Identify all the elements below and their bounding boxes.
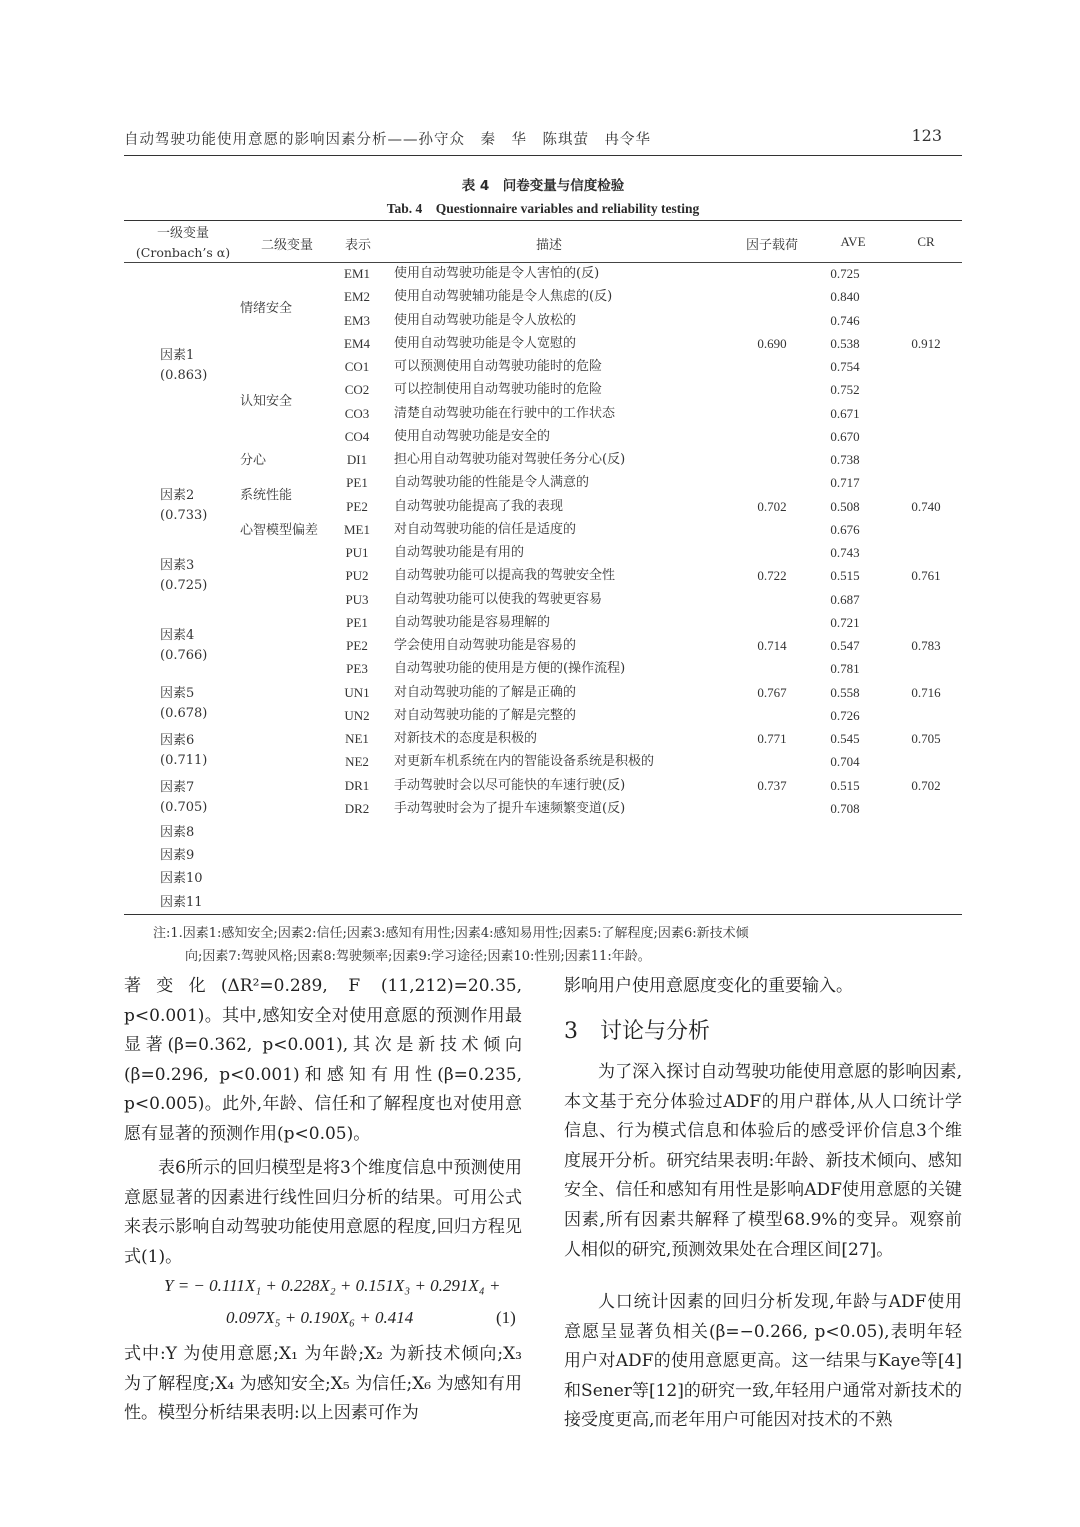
- row-description: 手动驾驶时会以尽可能快的车速行驶(反): [394, 777, 626, 793]
- header-loading: 因子载荷: [745, 238, 798, 253]
- row-factor-loading: 0.690: [757, 335, 787, 351]
- row-description: 手动驾驶时会为了提升车速频繁变道(反): [394, 800, 626, 816]
- row-cr: 0.740: [911, 498, 941, 514]
- row-code: PE2: [346, 498, 368, 514]
- factor-name: 因素5: [160, 686, 195, 701]
- subvar-emotional-safety: 情绪安全: [240, 301, 293, 316]
- row-ave: 0.721: [830, 614, 860, 630]
- row-code: PE3: [346, 661, 368, 677]
- row-ave: 0.752: [830, 382, 860, 398]
- row-ave: 0.515: [830, 568, 860, 584]
- factor-3: [124, 556, 244, 596]
- row-description: 对自动驾驶功能的了解是完整的: [394, 707, 577, 723]
- factor-name: 因素4: [160, 628, 195, 643]
- row-code: PE1: [346, 475, 368, 491]
- row-ave: 0.704: [830, 754, 860, 770]
- row-code: CO4: [344, 428, 370, 444]
- factor-name: 因素2: [160, 488, 195, 503]
- header-level1-text: 一级变量: [156, 226, 209, 241]
- row-cr: 0.705: [911, 731, 941, 746]
- row-ave: 0.840: [830, 289, 860, 305]
- factor-1: [124, 346, 244, 386]
- factor-6: [124, 731, 244, 771]
- row-cr: 0.761: [911, 568, 941, 584]
- right-paragraph-0: 影响用户使用意愿度变化的重要输入。: [564, 976, 853, 996]
- row-cr: 0.783: [911, 638, 941, 653]
- row-ave: 0.726: [830, 707, 860, 723]
- row-code: ME1: [344, 521, 370, 537]
- row-ave: 0.725: [830, 266, 860, 281]
- row-ave: 0.781: [830, 661, 860, 677]
- factor-9: 因素9: [160, 848, 195, 863]
- row-description: 担心用自动驾驶功能对驾驶任务分心(反): [394, 452, 626, 467]
- factor-7: [124, 778, 244, 818]
- row-description: 使用自动驾驶功能是令人宽慰的: [394, 335, 577, 351]
- row-code: NE1: [345, 731, 369, 746]
- row-code: CO1: [344, 359, 370, 374]
- row-code: PU2: [345, 568, 369, 584]
- row-factor-loading: 0.767: [757, 684, 787, 700]
- row-code: PE2: [346, 638, 368, 653]
- row-ave: 0.670: [830, 428, 860, 444]
- row-description: 对自动驾驶功能的了解是正确的: [394, 684, 577, 700]
- row-ave: 0.671: [830, 405, 860, 421]
- row-ave: 0.545: [830, 731, 860, 746]
- row-ave: 0.743: [830, 545, 860, 560]
- row-code: EM4: [344, 335, 370, 351]
- row-description: 自动驾驶功能提高了我的表现: [394, 498, 564, 514]
- row-code: EM1: [344, 266, 370, 281]
- row-factor-loading: 0.737: [757, 777, 787, 793]
- row-ave: 0.515: [830, 777, 860, 793]
- row-code: DI1: [346, 452, 368, 467]
- table-caption-zh: 表 4 问卷变量与信度检验: [461, 178, 625, 194]
- row-description: 使用自动驾驶功能是令人害怕的(反): [394, 266, 600, 281]
- equation-line-1: Y = − 0.111X₁ + 0.228X₂ + 0.151X₃ + 0.291X₄ +: [164, 1276, 501, 1295]
- factor-alpha: (0.725): [160, 578, 208, 593]
- row-ave: 0.746: [830, 312, 860, 328]
- header-level1: [124, 224, 242, 262]
- factor-8: 因素8: [160, 825, 195, 840]
- header-code: 表示: [344, 238, 371, 253]
- row-code: DR1: [344, 777, 370, 793]
- header-ave: AVE: [840, 234, 866, 249]
- right-paragraph-1: 为了深入探讨自动驾驶功能使用意愿的影响因素,本文基于充分体验过ADF的用户群体,从人口统计学信息、行为模式信息和体验后的感受评价信息3个维度展开分析。研究结果表明:年龄、新技术倾向、感知安全、信任和感知有用性是影响ADF使用意愿的关键因素,所有因素共解释了模型68.9%的变异。观察前人相似的研究,预测效果处在合理区间[27]。: [564, 1062, 962, 1260]
- factor-10: 因素10: [160, 871, 203, 886]
- row-code: EM2: [344, 289, 370, 305]
- row-cr: 0.702: [911, 777, 941, 793]
- row-ave: 0.717: [830, 475, 860, 491]
- row-description: 对自动驾驶功能的信任是适度的: [394, 521, 577, 537]
- factor-5: [124, 684, 244, 724]
- row-code: CO3: [344, 405, 370, 421]
- factor-2: [124, 486, 244, 526]
- row-description: 可以控制使用自动驾驶功能时的危险: [394, 382, 603, 398]
- row-description: 使用自动驾驶功能是安全的: [394, 428, 551, 444]
- row-description: 清楚自动驾驶功能在行驶中的工作状态: [394, 405, 616, 421]
- table-note-line2: 向;因素7:驾驶风格;因素8:驾驶频率;因素9:学习途径;因素10:性别;因素11:年龄。: [185, 949, 651, 964]
- row-code: CO2: [344, 382, 370, 398]
- factor-11: 因素11: [160, 895, 203, 910]
- table-bottom-rule: [124, 914, 962, 915]
- equation-number: (1): [496, 1308, 516, 1327]
- factor-name: 因素6: [160, 733, 195, 748]
- row-description: 自动驾驶功能的使用是方便的(操作流程): [394, 661, 626, 677]
- factor-alpha: (0.711): [160, 753, 208, 768]
- row-cr: 0.912: [911, 335, 941, 351]
- row-ave: 0.558: [830, 684, 860, 700]
- row-ave: 0.687: [830, 591, 860, 607]
- row-ave: 0.708: [830, 800, 860, 816]
- row-description: 使用自动驾驶辅功能是令人焦虑的(反): [394, 289, 613, 305]
- left-paragraph-1: 著变化(ΔR²=0.289, F (11,212)=20.35, p<0.001)。其中,感知安全对使用意愿的预测作用最显著(β=0.362, p<0.001),其次是新技术倾向(β=0.296, p<0.001)和感知有用性(β=0.235, p<0.005)。此外,年龄、信任和了解程度也对使用意愿有显著的预测作用(p<0.05)。: [124, 976, 522, 1144]
- row-description: 自动驾驶功能是容易理解的: [394, 614, 551, 630]
- row-factor-loading: 0.714: [757, 638, 787, 653]
- row-description: 自动驾驶功能的性能是令人满意的: [394, 475, 590, 491]
- row-code: EM3: [344, 312, 370, 328]
- header-level2: 二级变量: [260, 238, 313, 253]
- factor-4: [124, 626, 244, 666]
- row-code: PU1: [345, 545, 369, 560]
- row-cr: 0.716: [911, 684, 941, 700]
- row-code: NE2: [345, 754, 369, 770]
- subvar-cognitive-safety: 认知安全: [240, 394, 293, 409]
- row-description: 可以预测使用自动驾驶功能时的危险: [394, 359, 603, 374]
- row-code: UN1: [344, 684, 370, 700]
- row-factor-loading: 0.722: [757, 568, 787, 584]
- header-cr: CR: [917, 234, 935, 249]
- header-rule: [124, 155, 962, 156]
- factor-name: 因素7: [160, 780, 195, 795]
- equation-line-2: 0.097X₅ + 0.190X₆ + 0.414: [226, 1308, 414, 1327]
- factor-alpha: (0.678): [160, 706, 208, 721]
- subvar-distraction: 分心: [240, 453, 267, 468]
- section-title: 3 讨论与分析: [564, 1019, 710, 1044]
- row-description: 自动驾驶功能可以使我的驾驶更容易: [394, 591, 603, 607]
- header-desc: 描述: [535, 238, 562, 253]
- row-description: 对更新车机系统在内的智能设备系统是积极的: [394, 754, 655, 770]
- factor-name: 因素3: [160, 558, 195, 573]
- row-description: 自动驾驶功能是有用的: [394, 545, 525, 560]
- running-title: 自动驾驶功能使用意愿的影响因素分析——孙守众 秦 华 陈琪萤 冉令华: [124, 132, 651, 148]
- row-code: UN2: [344, 707, 370, 723]
- page-number: 123: [911, 126, 942, 145]
- table-caption-en: Tab. 4 Questionnaire variables and reliability testing: [386, 201, 700, 216]
- row-ave: 0.738: [830, 452, 860, 467]
- left-paragraph-3: 式中:Y 为使用意愿;X₁ 为年龄;X₂ 为新技术倾向;X₃ 为了解程度;X₄ 为感知安全;X₅ 为信任;X₆ 为感知有用性。模型分析结果表明:以上因素可作为: [124, 1344, 522, 1424]
- row-ave: 0.676: [830, 521, 860, 537]
- row-factor-loading: 0.771: [757, 731, 787, 746]
- row-code: PU3: [345, 591, 369, 607]
- left-paragraph-2: 表6所示的回归模型是将3个维度信息中预测使用意愿显著的因素进行线性回归分析的结果。可用公式来表示影响自动驾驶功能使用意愿的程度,回归方程见式(1)。: [124, 1158, 522, 1267]
- factor-alpha: (0.766): [160, 648, 208, 663]
- row-factor-loading: 0.702: [757, 498, 787, 514]
- row-ave: 0.508: [830, 498, 860, 514]
- right-paragraph-2: 人口统计因素的回归分析发现,年龄与ADF使用意愿呈显著负相关(β=−0.266, p<0.05),表明年轻用户对ADF的使用意愿更高。这一结果与Kaye等[4]和Sener等[12]的研究一致,年轻用户通常对新技术的接受度更高,而老年用户可能因对技术的不熟: [564, 1292, 962, 1431]
- table-note-line1: 注:1.因素1:感知安全;因素2:信任;因素3:感知有用性;因素4:感知易用性;因素5:了解程度;因素6:新技术倾: [153, 926, 749, 941]
- row-ave: 0.538: [830, 335, 860, 351]
- factor-alpha: (0.705): [160, 800, 208, 815]
- subvar-system-performance: 系统性能: [240, 488, 293, 503]
- row-description: 使用自动驾驶功能是令人放松的: [394, 312, 577, 328]
- row-ave: 0.754: [830, 359, 860, 374]
- row-code: DR2: [344, 800, 370, 816]
- table-top-rule: [124, 220, 962, 221]
- row-description: 学会使用自动驾驶功能是容易的: [394, 638, 577, 653]
- factor-alpha: (0.733): [160, 508, 208, 523]
- header-level1-alpha: (Cronbach’s α): [135, 245, 231, 260]
- row-ave: 0.547: [830, 638, 860, 653]
- row-code: PE1: [346, 614, 368, 630]
- row-description: 对新技术的态度是积极的: [394, 731, 538, 746]
- factor-name: 因素1: [160, 348, 195, 363]
- row-description: 自动驾驶功能可以提高我的驾驶安全性: [394, 568, 616, 584]
- running-header: [124, 128, 962, 152]
- subvar-mental-model-bias: 心智模型偏差: [240, 523, 319, 538]
- factor-alpha: (0.863): [160, 368, 208, 383]
